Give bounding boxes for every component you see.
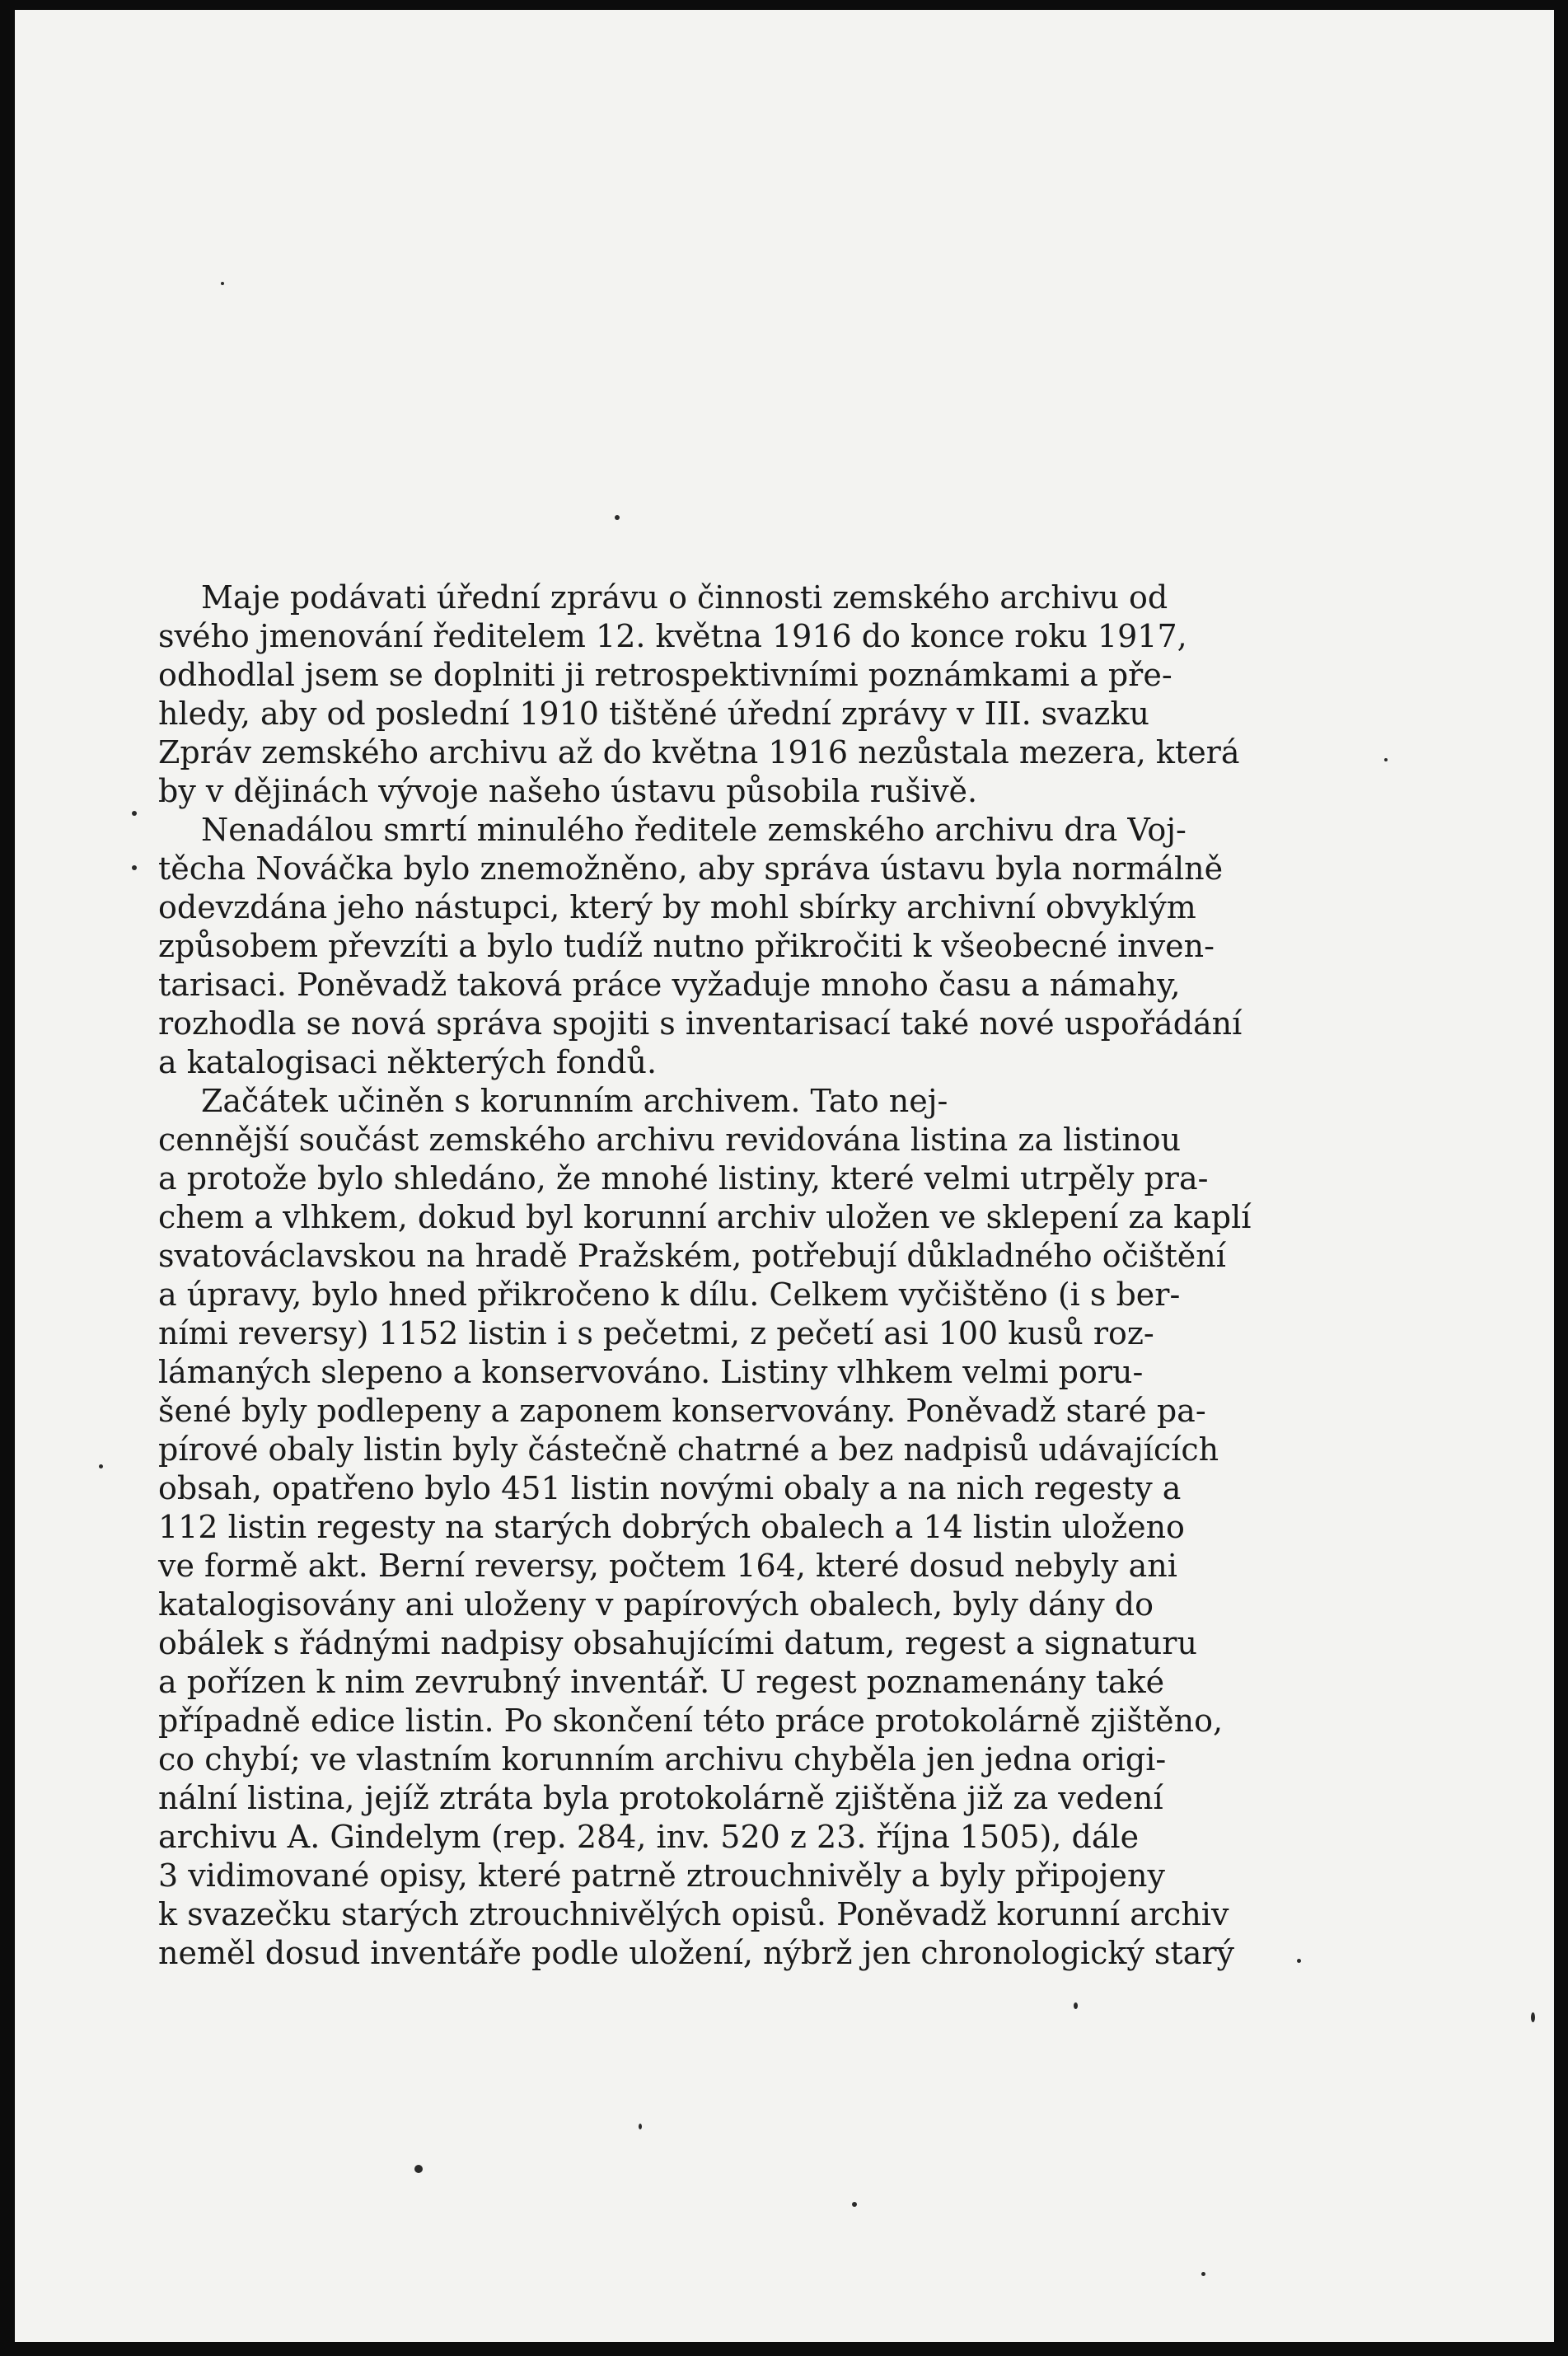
text-line: katalogisovány ani uloženy v papírových obalech, byly dány do [158, 1586, 1154, 1623]
scan-speck [639, 2124, 642, 2129]
scan-speck [1384, 758, 1388, 761]
text-line: tarisaci. Poněvadž taková práce vyžaduje mnoho času a námahy, [158, 967, 1181, 1003]
text-line: obsah, opatřeno bylo 451 listin novými obaly a na nich regesty a [158, 1470, 1182, 1506]
text-line: šené byly podlepeny a zaponem konservovány. Poněvadž staré pa- [158, 1393, 1206, 1429]
paragraph [158, 1082, 1295, 1973]
text-line: cennější součást zemského archivu revidována listina za listinou [158, 1122, 1182, 1158]
scan-speck [1297, 1959, 1301, 1963]
paragraph [158, 811, 1295, 1082]
document-page [15, 10, 1554, 2342]
scan-speck [414, 2165, 423, 2173]
text-line: 112 listin regesty na starých dobrých obalech a 14 listin uloženo [158, 1509, 1185, 1545]
text-line: Zpráv zemského archivu až do května 1916 nezůstala mezera, která [158, 734, 1240, 771]
scan-speck [1074, 2002, 1078, 2009]
text-line: případně edice listin. Po skončení této práce protokolárně zjištěno, [158, 1703, 1224, 1739]
text-line: a katalogisaci některých fondů. [158, 1044, 658, 1080]
text-line: způsobem převzíti a bylo tudíž nutno přikročiti k všeobecné inven- [158, 928, 1215, 964]
scan-speck [132, 865, 137, 870]
text-line: chem a vlhkem, dokud byl korunní archiv uložen ve sklepení za kaplí [158, 1199, 1252, 1235]
scan-speck [132, 811, 137, 816]
text-line: svého jmenování ředitelem 12. května 1916 do konce roku 1917, [158, 618, 1187, 654]
text-line: ními reversy) 1152 listin i s pečetmi, z pečetí asi 100 kusů roz- [158, 1315, 1154, 1351]
text-line: neměl dosud inventáře podle uložení, nýbrž jen chronologický starý [158, 1935, 1234, 1971]
text-line: pírové obaly listin byly částečně chatrné a bez nadpisů udávajících [158, 1431, 1219, 1468]
text-line: lámaných slepeno a konservováno. Listiny vlhkem velmi poru- [158, 1354, 1144, 1390]
text-line: těcha Nováčka bylo znemožněno, aby správa ústavu byla normálně [158, 850, 1224, 887]
text-line: co chybí; ve vlastním korunním archivu chyběla jen jedna origi- [158, 1741, 1167, 1778]
scan-speck [99, 1464, 103, 1468]
text-line: Maje podávati úřední zprávu o činnosti zemského archivu od [201, 579, 1168, 616]
text-line: ve formě akt. Berní reversy, počtem 164, které dosud nebyly ani [158, 1548, 1177, 1584]
scan-speck [1201, 2272, 1205, 2276]
text-line: a protože bylo shledáno, že mnohé listiny, které velmi utrpěly pra- [158, 1160, 1209, 1197]
text-line: 3 vidimované opisy, které patrně ztrouchnivěly a byly připojeny [158, 1857, 1165, 1894]
text-line: odhodlal jsem se doplniti ji retrospektivními poznámkami a pře- [158, 657, 1172, 693]
text-line: by v dějinách vývoje našeho ústavu působila rušivě. [158, 773, 978, 809]
scan-speck [852, 2202, 857, 2207]
text-line: archivu A. Gindelym (rep. 284, inv. 520 z 23. října 1505), dále [158, 1819, 1140, 1855]
scan-speck [615, 515, 620, 520]
paragraph [158, 578, 1295, 811]
text-line: Začátek učiněn s korunním archivem. Tato nej- [201, 1083, 948, 1119]
text-line: a úpravy, bylo hned přikročeno k dílu. Celkem vyčištěno (i s ber- [158, 1276, 1181, 1313]
body-text [158, 578, 1295, 1973]
text-line: svatováclavskou na hradě Pražském, potřebují důkladného očištění [158, 1238, 1226, 1274]
text-line: odevzdána jeho nástupci, který by mohl sbírky archivní obvyklým [158, 889, 1196, 925]
text-line: hledy, aby od poslední 1910 tištěné úřední zprávy v III. svazku [158, 696, 1149, 732]
text-line: Nenadálou smrtí minulého ředitele zemského archivu dra Voj- [201, 812, 1187, 848]
text-line: nální listina, jejíž ztráta byla protokolárně zjištěna již za vedení [158, 1780, 1163, 1816]
scan-speck [1531, 2012, 1535, 2022]
text-line: obálek s řádnými nadpisy obsahujícími datum, regest a signaturu [158, 1625, 1197, 1661]
scan-speck [221, 282, 224, 285]
text-line: rozhodla se nová správa spojiti s inventarisací také nové uspořádání [158, 1005, 1243, 1042]
text-line: k svazečku starých ztrouchnivělých opisů. Poněvadž korunní archiv [158, 1896, 1229, 1932]
text-line: a pořízen k nim zevrubný inventář. U regest poznamenány také [158, 1664, 1165, 1700]
